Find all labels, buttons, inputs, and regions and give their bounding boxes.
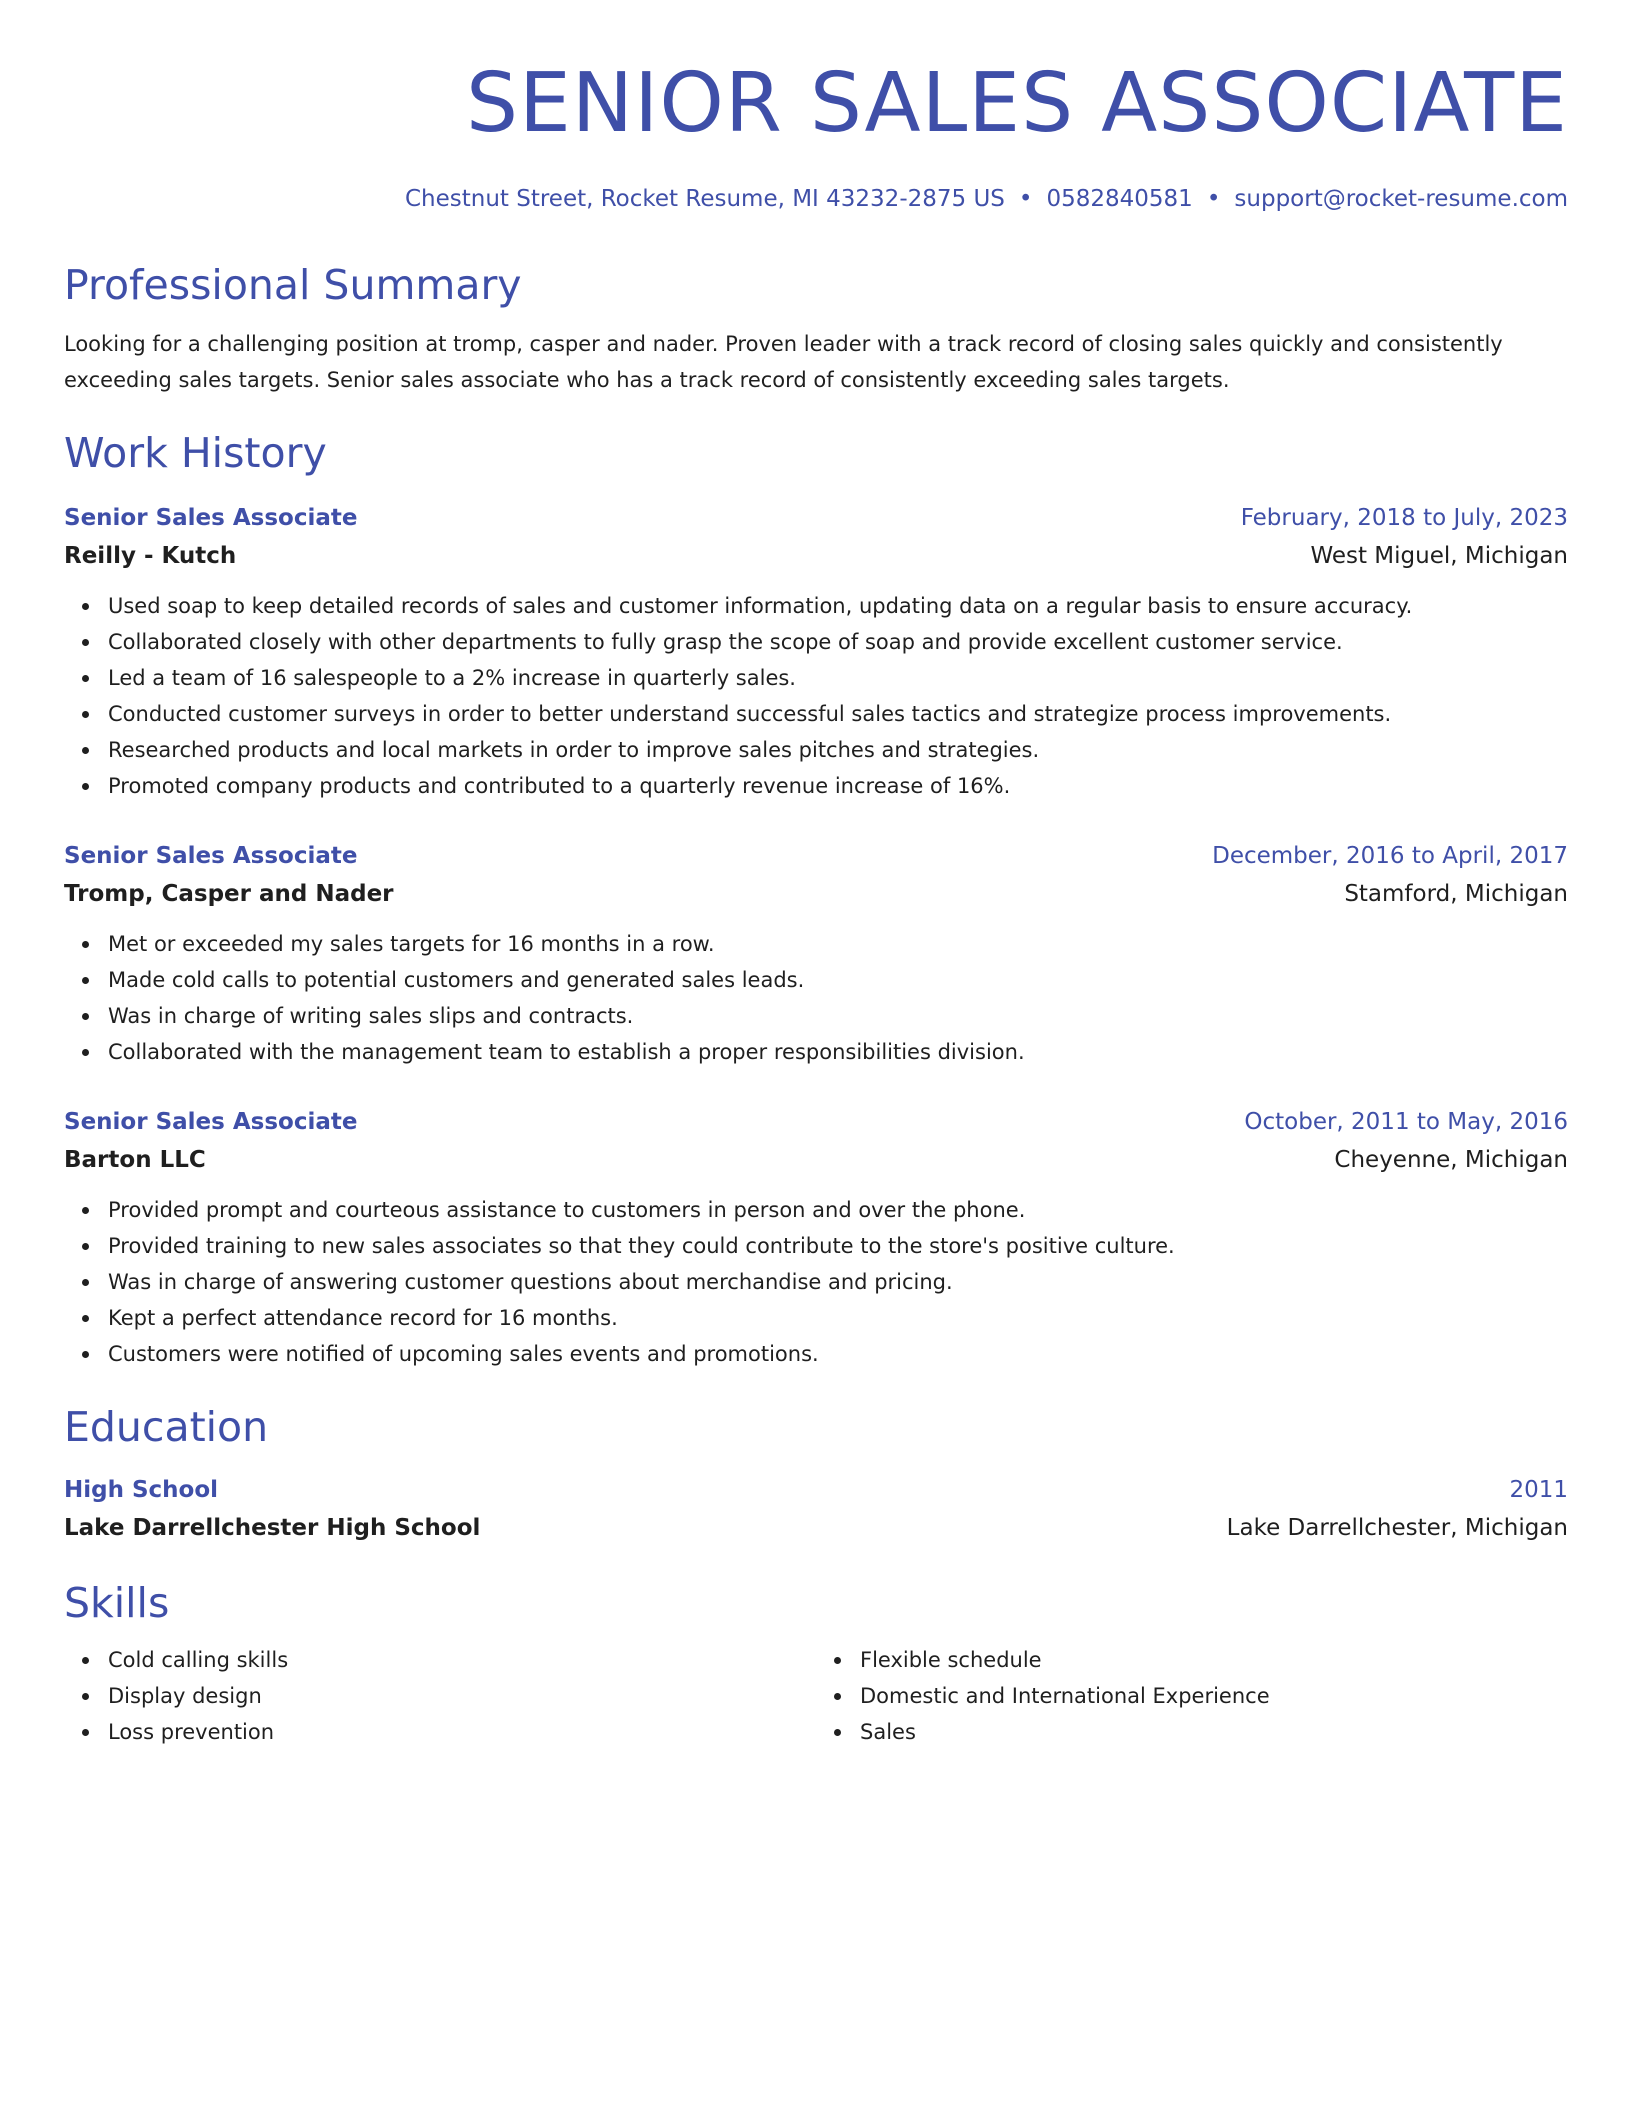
skill-item: Flexible schedule xyxy=(860,1642,1568,1678)
education-school: Lake Darrellchester High School xyxy=(64,1515,481,1541)
job-bullet: Customers were notified of upcoming sales events and promotions. xyxy=(108,1336,1568,1372)
job-bullet: Led a team of 16 salespeople to a 2% increase in quarterly sales. xyxy=(108,660,1568,696)
job-bullet: Collaborated with the management team to establish a proper responsibilities division. xyxy=(108,1034,1568,1070)
job-bullet: Collaborated closely with other departments to fully grasp the scope of soap and provide excellent customer service. xyxy=(108,624,1568,660)
resume-title: SENIOR SALES ASSOCIATE xyxy=(465,56,1568,151)
job-role: Senior Sales Associate xyxy=(64,1109,358,1135)
contact-address: Chestnut Street, Rocket Resume, MI 43232-2875 US xyxy=(404,186,1005,212)
job-bullets xyxy=(64,588,1568,804)
job-header-row xyxy=(64,500,1568,536)
education-year: 2011 xyxy=(1509,1477,1568,1503)
skill-item: Cold calling skills xyxy=(108,1642,816,1678)
skills-heading: Skills xyxy=(64,1579,170,1627)
contact-separator: • xyxy=(1206,186,1221,212)
job-header-row xyxy=(64,1104,1568,1140)
education-degree: High School xyxy=(64,1477,219,1503)
job-entry xyxy=(64,500,1568,804)
education-heading: Education xyxy=(64,1403,269,1451)
job-entry xyxy=(64,838,1568,1070)
skills-bullets xyxy=(816,1642,1568,1750)
work-history-heading: Work History xyxy=(64,429,327,477)
job-bullet: Kept a perfect attendance record for 16 months. xyxy=(108,1300,1568,1336)
job-bullet: Used soap to keep detailed records of sales and customer information, updating data on a regular basis to ensure accuracy. xyxy=(108,588,1568,624)
skill-item: Sales xyxy=(860,1714,1568,1750)
job-company-row xyxy=(64,536,1568,576)
resume-header xyxy=(64,0,1568,216)
skill-item: Loss prevention xyxy=(108,1714,816,1750)
job-role: Senior Sales Associate xyxy=(64,843,358,869)
job-company: Barton LLC xyxy=(64,1147,206,1173)
education-school-row xyxy=(64,1508,1568,1548)
education-location: Lake Darrellchester, Michigan xyxy=(1226,1515,1568,1541)
summary-heading: Professional Summary xyxy=(64,261,522,309)
skills-list xyxy=(64,1642,1568,1750)
job-bullet: Made cold calls to potential customers and generated sales leads. xyxy=(108,962,1568,998)
summary-text: Looking for a challenging position at tromp, casper and nader. Proven leader with a track record of closing sales quickly and consistently exceeding sales targets. Senior sales associate who has a track record of consistently exceeding sales targets. xyxy=(64,332,1503,392)
job-location: West Miguel, Michigan xyxy=(1310,543,1568,569)
contact-separator: • xyxy=(1018,186,1033,212)
job-header-row xyxy=(64,838,1568,874)
job-entry xyxy=(64,1104,1568,1372)
job-company: Tromp, Casper and Nader xyxy=(64,881,394,907)
job-company: Reilly - Kutch xyxy=(64,543,237,569)
job-dates: October, 2011 to May, 2016 xyxy=(1244,1109,1568,1135)
job-company-row xyxy=(64,874,1568,914)
job-dates: December, 2016 to April, 2017 xyxy=(1212,843,1568,869)
education-entry xyxy=(64,1472,1568,1548)
skills-bullets xyxy=(64,1642,816,1750)
skills-column-left xyxy=(64,1642,816,1750)
job-bullets xyxy=(64,1192,1568,1372)
job-bullet: Provided prompt and courteous assistance to customers in person and over the phone. xyxy=(108,1192,1568,1228)
job-location: Stamford, Michigan xyxy=(1344,881,1568,907)
contact-email: support@rocket-resume.com xyxy=(1234,186,1568,212)
job-bullets xyxy=(64,926,1568,1070)
job-location: Cheyenne, Michigan xyxy=(1334,1147,1568,1173)
job-company-row xyxy=(64,1140,1568,1180)
job-bullet: Researched products and local markets in order to improve sales pitches and strategies. xyxy=(108,732,1568,768)
skill-item: Domestic and International Experience xyxy=(860,1678,1568,1714)
job-bullet: Provided training to new sales associates so that they could contribute to the store's positive culture. xyxy=(108,1228,1568,1264)
job-role: Senior Sales Associate xyxy=(64,505,358,531)
contact-line xyxy=(64,182,1568,216)
skills-column-right xyxy=(816,1642,1568,1750)
skill-item: Display design xyxy=(108,1678,816,1714)
education-header-row xyxy=(64,1472,1568,1508)
job-bullet: Promoted company products and contributed to a quarterly revenue increase of 16%. xyxy=(108,768,1568,804)
job-bullet: Was in charge of writing sales slips and contracts. xyxy=(108,998,1568,1034)
contact-phone: 0582840581 xyxy=(1046,186,1193,212)
job-bullet: Conducted customer surveys in order to better understand successful sales tactics and strategize process improvements. xyxy=(108,696,1568,732)
job-dates: February, 2018 to July, 2023 xyxy=(1240,505,1568,531)
job-bullet: Was in charge of answering customer questions about merchandise and pricing. xyxy=(108,1264,1568,1300)
job-bullet: Met or exceeded my sales targets for 16 months in a row. xyxy=(108,926,1568,962)
